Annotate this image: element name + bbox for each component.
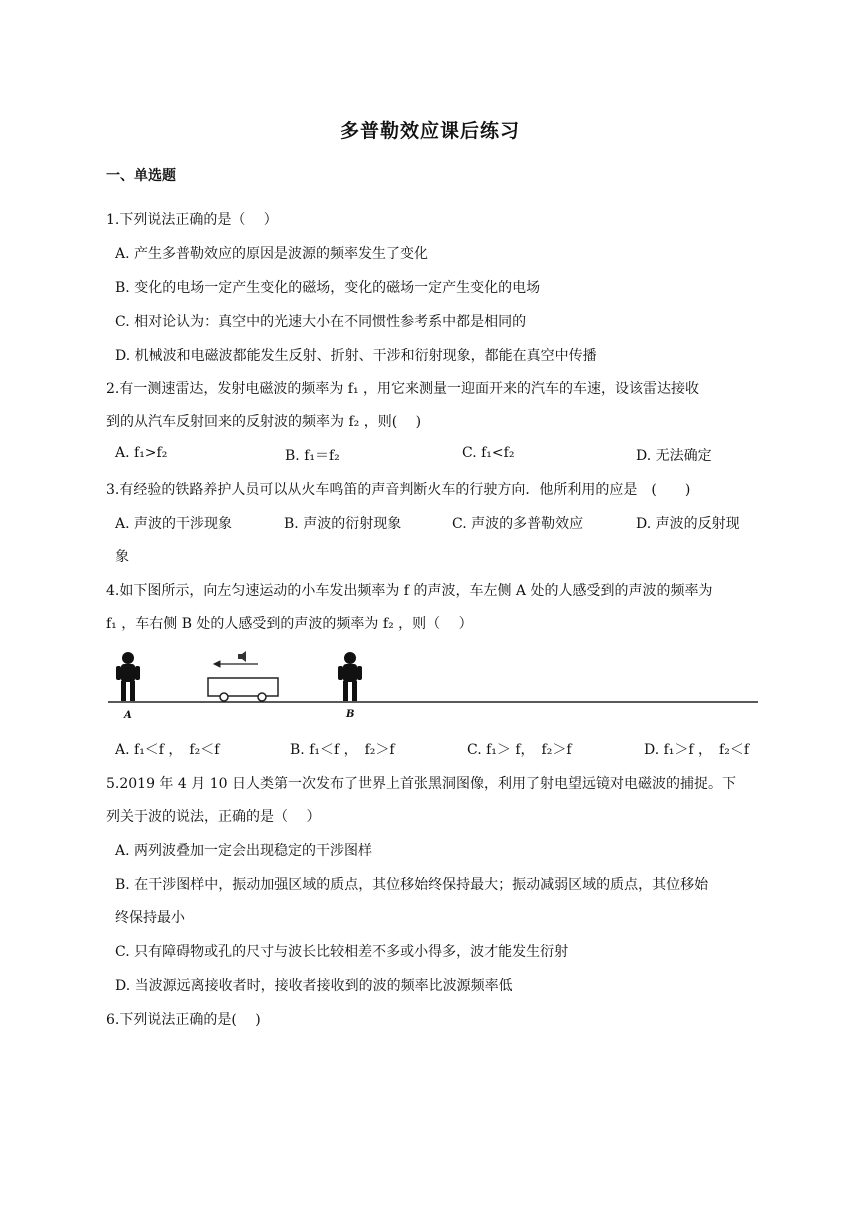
question-3-option-d: D. 声波的反射现 — [636, 516, 740, 532]
question-5-stem-line1: 5.2019 年 4 月 10 日人类第一次发布了世界上首张黑洞图像，利用了射电望远镜对电磁波的捕捉。下 — [106, 776, 736, 792]
question-6-stem: 6.下列说法正确的是( ) — [106, 1012, 261, 1028]
question-2-stem-line2: 到的从汽车反射回来的反射波的频率为 f₂ ，则( ) — [106, 414, 422, 430]
question-1-option-d: D. 机械波和电磁波都能发生反射、折射、干涉和衍射现象，都能在真空中传播 — [115, 348, 597, 364]
question-4-option-b: B. f₁＜f ， f₂＞f — [290, 742, 395, 758]
question-4-stem-line1: 4.如下图所示，向左匀速运动的小车发出频率为 f 的声波，车左侧 A 处的人感受到的声波的频率为 — [106, 583, 713, 599]
question-2-option-c: C. f₁<f₂ — [462, 445, 515, 461]
section-heading: 一、单选题 — [106, 168, 176, 184]
person-a-icon — [116, 652, 140, 701]
label-a: A — [124, 710, 132, 721]
question-4-option-a: A. f₁＜f ， f₂＜f — [115, 742, 220, 758]
question-1-stem: 1.下列说法正确的是（ ） — [106, 212, 278, 228]
arrow-left-icon — [214, 661, 258, 667]
cart-icon — [208, 678, 278, 701]
question-5-stem-line2: 列关于波的说法，正确的是（ ） — [106, 809, 321, 825]
sound-icon — [238, 651, 246, 662]
doppler-figure — [106, 644, 766, 724]
question-3-option-a: A. 声波的干涉现象 — [115, 516, 233, 532]
question-1-option-b: B. 变化的电场一定产生变化的磁场，变化的磁场一定产生变化的电场 — [115, 280, 541, 296]
question-4-stem-line2: f₁ ，车右侧 B 处的人感受到的声波的频率为 f₂ ，则（ ） — [106, 616, 473, 632]
question-4-option-c: C. f₁＞ f， f₂＞f — [467, 742, 572, 758]
question-5-option-b: B. 在干涉图样中，振动加强区域的质点，其位移始终保持最大；振动减弱区域的质点，其位移始 — [115, 877, 709, 893]
question-2-option-a: A. f₁>f₂ — [115, 445, 168, 461]
question-3-option-b: B. 声波的衍射现象 — [284, 516, 402, 532]
question-3-stem: 3.有经验的铁路养护人员可以从火车鸣笛的声音判断火车的行驶方向．他所利用的应是 ( ) — [106, 482, 691, 498]
question-5-option-b-wrap: 终保持最小 — [115, 910, 185, 926]
doppler-diagram — [106, 644, 766, 724]
question-3-option-d-wrap: 象 — [115, 549, 129, 565]
question-3-option-c: C. 声波的多普勒效应 — [452, 516, 584, 532]
question-1-option-c: C. 相对论认为：真空中的光速大小在不同惯性参考系中都是相同的 — [115, 314, 527, 330]
question-2-option-d: D. 无法确定 — [636, 448, 712, 464]
question-2-stem-line1: 2.有一测速雷达，发射电磁波的频率为 f₁ ，用它来测量一迎面开来的汽车的车速，设该雷达接收 — [106, 381, 700, 397]
person-b-icon — [338, 652, 362, 701]
question-4-option-d: D. f₁＞f ， f₂＜f — [644, 742, 750, 758]
question-5-option-d: D. 当波源远离接收者时，接收者接收到的波的频率比波源频率低 — [115, 978, 513, 994]
question-2-option-b: B. f₁＝f₂ — [285, 448, 340, 464]
question-5-option-c: C. 只有障碍物或孔的尺寸与波长比较相差不多或小得多，波才能发生衍射 — [115, 944, 569, 960]
page-title: 多普勒效应课后练习 — [339, 120, 520, 142]
question-1-option-a: A. 产生多普勒效应的原因是波源的频率发生了变化 — [115, 246, 429, 262]
question-5-option-a: A. 两列波叠加一定会出现稳定的干涉图样 — [115, 843, 373, 859]
label-b: B — [346, 709, 355, 720]
